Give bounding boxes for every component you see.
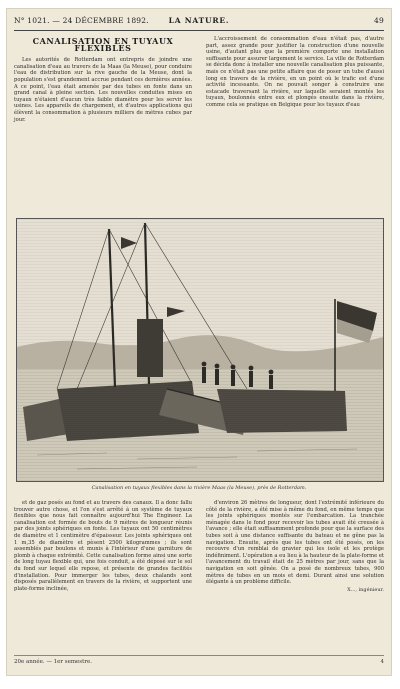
left-column-top: [14, 36, 192, 123]
author-signoff: X..., ingénieur.: [347, 586, 384, 593]
magazine-page: [6, 8, 392, 676]
signature-number: 4: [380, 659, 384, 665]
bottom-left-paragraph: et de gaz posés au fond et au travers des canaux. Il a donc fallu trouver autre chose, et l'on s'est arrêté à un système de tuyaux flexibles que nous fait connaître aujourd'hui The Engineer. La canalisation est formée de bouts de 9 mètres de longueur réunis par des joints sphériques en fonte. Les tuyaux ont 50 centimètres de diamètre et 1 centimètre d'épaisseur. Les joints sphériques ont 1 m,35 de diamètre et pèsent 2500 kilogrammes ; ils sont assemblés par boulons et munis à l'intérieur d'une garniture de plomb à chaque extrémité. Cette canalisation forme ainsi une sorte de long tuyau flexible qui, une fois conduit, a été déposé sur le sol du fond sur lequel elle repose, et présente de grandes facilités d'installation. Pour immerger les tubes, deux chalands sont disposés parallèlement en travers de la rivière, et supportent une plate-forme inclinée,: [14, 500, 192, 592]
issue-line: N° 1021. — 24 DÉCEMBRE 1892.: [14, 16, 149, 25]
page-number: 49: [374, 16, 384, 25]
bottom-right-paragraph: d'environ 26 mètres de longueur, dont l'extrémité inférieure du côté de la rivière, a été mise à même du fond, en même temps que les joints sphériques montés sur l'embarcation. La tranchée ménagée dans le fond pour recevoir les tubes avait été creusée à l'avance ; elle était suffisamment profonde pour que la surface des tubes soit à une distance suffisante du bateau et ne gêne pas la navigation. Ensuite, après que les tubes ont été posés, on les recouvre d'un remblai de gravier qui les isole et les protège indéfiniment. L'opération a eu lieu à la hauteur de la plate-forme et l'avancement du travail était de 25 mètres par jour, sans que la navigation en soit gênée. On a posé de nombreux tubes, 900 mètres de tubes en un mois et demi. Durant ainsi une solution élégante à un problème difficile.: [206, 500, 384, 586]
right-column-bottom: [206, 500, 384, 593]
footer-rule: [14, 655, 384, 656]
header-rule: [14, 30, 384, 31]
page-header: [14, 14, 384, 28]
magazine-title: LA NATURE.: [168, 16, 230, 25]
left-column-bottom: [14, 500, 192, 592]
engraving-figure: [16, 218, 384, 482]
figure-caption: Canalisation en tuyaux flexibles dans la rivière Maas (la Meuse), près de Rotterdam.: [91, 485, 307, 491]
crane-frame: [137, 319, 163, 377]
engraving-illustration: [17, 219, 383, 481]
article-title: CANALISATION EN TUYAUX FLEXIBLES: [32, 36, 174, 53]
page-footer: [14, 659, 384, 669]
right-column-top: [206, 36, 384, 109]
right-top-paragraph: L'accroissement de consommation d'eau n'était pas, d'autre part, assez grande pour justifier la construction d'une nouvelle usine, d'autant plus que la première comporte une installation suffisante pour assurer largement le service. La ville de Rotterdam se décida donc à installer une nouvelle canalisation plus puissante, mais ce n'était pas une petite affaire que de poser un tube d'aussi long en travers de la rivière, en un point où le trafic est d'une activité incessante. On ne pouvait songer à construire une estacade traversant la rivière, sur laquelle seraient montés les tuyaux, boulonnés entre eux et plongés ensuite dans la rivière, comme cela se pratique en Belgique pour les tuyaux d'eau: [206, 36, 384, 108]
footer-year: 20e année. — 1er semestre.: [14, 659, 92, 665]
left-top-paragraph: Les autorités de Rotterdam ont entrepris de joindre une canalisation d'eau au travers de la Maas (la Meuse), pour conduire l'eau de distribution sur la rive gauche de la Meuse, dont la population s'est grandement accrue pendant ces dernières années. A ce point, l'eau était amenée par des tubes en fonte dans un grand canal à pleine section. Les nouvelles conduites mises en tuyaux n'étaient d'aucun très faible diamètre pour les servir les usines. Les appareils de chargement, et d'autres applications qui élèvent la consommation à plusieurs milliers de mètres cubes par jour.: [14, 57, 192, 123]
